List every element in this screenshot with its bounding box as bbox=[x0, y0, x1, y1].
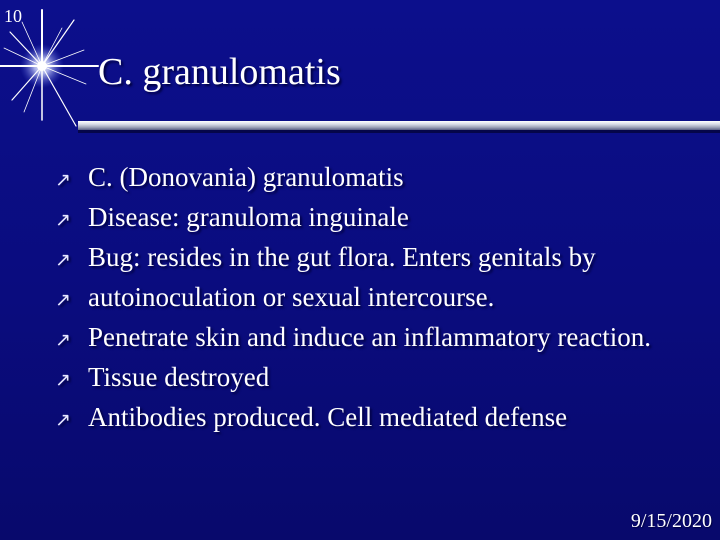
arrow-bullet-icon: ↗ bbox=[55, 169, 71, 191]
slide-date: 9/15/2020 bbox=[630, 510, 712, 532]
arrow-bullet-icon: ↗ bbox=[55, 249, 71, 271]
slide-title: C. granulomatis bbox=[98, 51, 341, 93]
arrow-bullet-icon: ↗ bbox=[55, 409, 71, 431]
bullet-text: Disease: granuloma inguinale bbox=[88, 202, 409, 232]
bullet-text: C. (Donovania) granulomatis bbox=[88, 162, 404, 192]
arrow-bullet-icon: ↗ bbox=[55, 209, 71, 231]
bullet-text: autoinoculation or sexual intercourse. bbox=[88, 282, 495, 312]
bullet-text: Antibodies produced. Cell mediated defense bbox=[88, 402, 568, 432]
bullet-item bbox=[55, 240, 705, 274]
bullet-text: Bug: resides in the gut flora. Enters genitals by bbox=[88, 242, 596, 272]
arrow-bullet-icon: ↗ bbox=[55, 369, 71, 391]
bullet-item bbox=[55, 360, 705, 394]
bullet-item bbox=[55, 200, 705, 234]
arrow-bullet-icon: ↗ bbox=[55, 329, 71, 351]
bullet-text: Tissue destroyed bbox=[88, 362, 270, 392]
bullet-item bbox=[55, 160, 705, 194]
bullet-list bbox=[55, 160, 705, 440]
bullet-item bbox=[55, 320, 705, 354]
title-divider-shadow bbox=[78, 130, 720, 133]
bullet-text: Penetrate skin and induce an inflammatory reaction. bbox=[88, 322, 652, 352]
title-divider bbox=[78, 121, 720, 130]
slide-number: 10 bbox=[4, 6, 22, 26]
arrow-bullet-icon: ↗ bbox=[55, 289, 71, 311]
bullet-item bbox=[55, 280, 705, 314]
bullet-item bbox=[55, 400, 705, 434]
